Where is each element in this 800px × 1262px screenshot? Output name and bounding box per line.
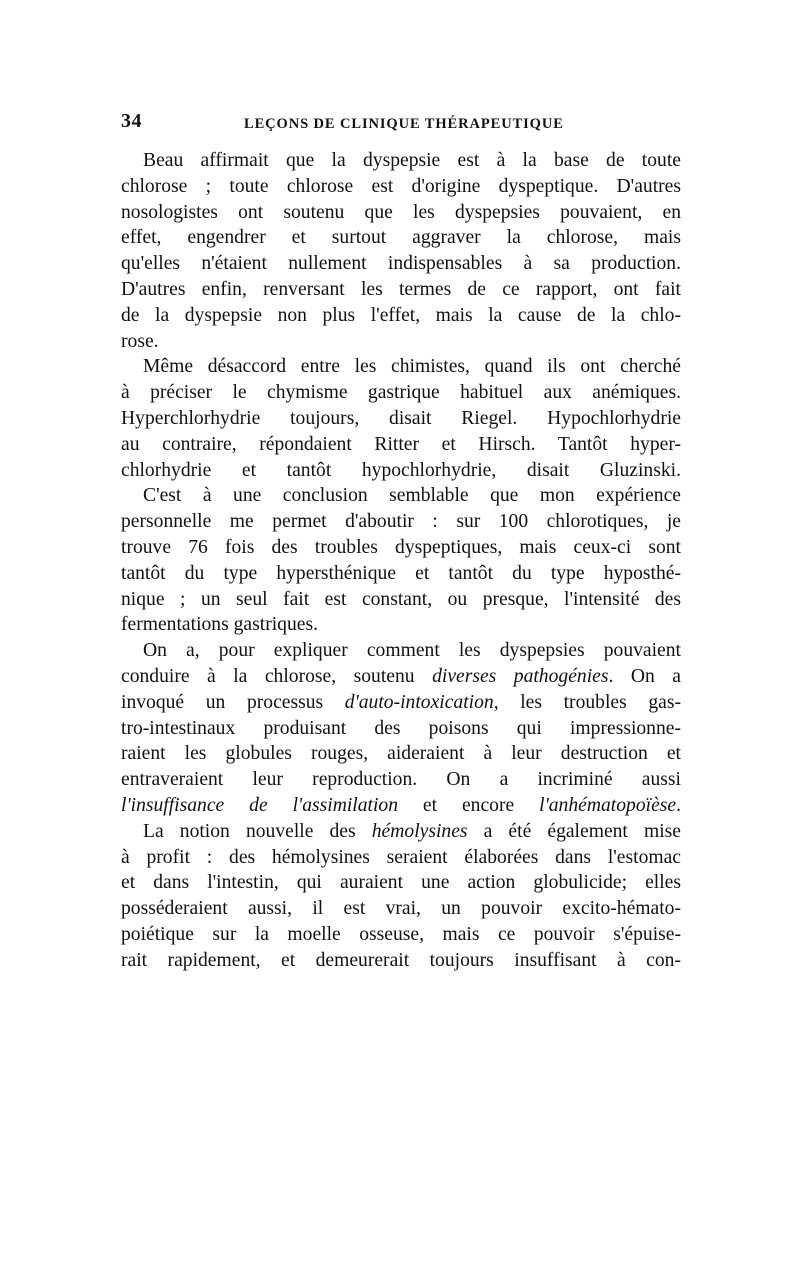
text-line: à profit : des hémolysines seraient élaborées dans l'estomac xyxy=(121,846,681,868)
text-run: , les troubles gas- xyxy=(493,691,681,713)
italic-phrase: hémolysines xyxy=(371,820,468,842)
text-run: et encore xyxy=(398,794,540,816)
text-line xyxy=(121,664,681,690)
text-line: à préciser le chymisme gastrique habituel aux anémiques. xyxy=(121,382,681,404)
text-line xyxy=(121,819,681,845)
italic-phrase: diverses pathogénies xyxy=(432,665,609,687)
text-line: D'autres enfin, renversant les termes de ce rapport, ont fait xyxy=(121,278,681,300)
running-head xyxy=(121,110,681,140)
text-line: Hyperchlorhydrie toujours, disait Riegel. Hypochlorhydrie xyxy=(121,407,681,429)
page-number: 34 xyxy=(121,110,142,132)
text-line: chlorhydrie et tantôt hypochlorhydrie, disait Gluzinski. xyxy=(121,459,681,481)
text-line: C'est à une conclusion semblable que mon expérience xyxy=(143,485,681,507)
text-line: posséderaient aussi, il est vrai, un pouvoir excito-hémato- xyxy=(121,898,681,920)
text-line: nosologistes ont soutenu que les dyspepsies pouvaient, en xyxy=(121,201,681,223)
text-run: a été également mise xyxy=(467,820,681,842)
text-line: raient les globules rouges, aideraient à leur destruction et xyxy=(121,743,681,765)
text-line: poiétique sur la moelle osseuse, mais ce pouvoir s'épuise- xyxy=(121,923,681,945)
text-line: de la dyspepsie non plus l'effet, mais la cause de la chlo- xyxy=(121,304,681,326)
italic-phrase: l'anhématopoïèse xyxy=(539,794,677,816)
text-run: . On a xyxy=(608,665,681,687)
text-line: tro-intestinaux produisant des poisons qui impressionne- xyxy=(121,717,681,739)
running-title: LEÇONS DE CLINIQUE THÉRAPEUTIQUE xyxy=(244,116,564,132)
text-line: tantôt du type hypersthénique et tantôt du type hyposthé- xyxy=(121,562,681,584)
text-run: invoqué un processus xyxy=(121,691,324,713)
text-line: trouve 76 fois des troubles dyspeptiques, mais ceux-ci sont xyxy=(121,536,681,558)
text-line: nique ; un seul fait est constant, ou presque, l'intensité des xyxy=(121,588,681,610)
text-line: personnelle me permet d'aboutir : sur 100 chlorotiques, je xyxy=(121,511,681,533)
text-line xyxy=(121,690,681,716)
text-run: La notion nouvelle des xyxy=(143,820,356,842)
text-run: conduire à la chlorose, soutenu xyxy=(121,665,415,687)
text-line: Même désaccord entre les chimistes, quand ils ont cherché xyxy=(143,356,681,378)
text-line: fermentations gastriques. xyxy=(121,614,318,636)
body-text xyxy=(121,148,681,974)
text-line: et dans l'intestin, qui auraient une action globulicide; elles xyxy=(121,872,681,894)
text-line: au contraire, répondaient Ritter et Hirsch. Tantôt hyper- xyxy=(121,433,681,455)
text-line: effet, engendrer et surtout aggraver la chlorose, mais xyxy=(121,227,681,249)
text-line: qu'elles n'étaient nullement indispensables à sa production. xyxy=(121,253,681,275)
italic-phrase: d'auto-intoxication xyxy=(344,691,494,713)
text-line: On a, pour expliquer comment les dyspepsies pouvaient xyxy=(143,640,681,662)
text-line: entraveraient leur reproduction. On a incriminé aussi xyxy=(121,769,681,791)
text-line xyxy=(121,793,681,819)
text-run: . xyxy=(676,794,681,816)
italic-phrase: l'insuffisance de l'assimilation xyxy=(121,794,399,816)
text-line: Beau affirmait que la dyspepsie est à la base de toute xyxy=(143,150,681,171)
text-line: rose. xyxy=(121,330,159,352)
text-line: chlorose ; toute chlorose est d'origine dyspeptique. D'autres xyxy=(121,175,681,197)
text-line: rait rapidement, et demeurerait toujours insuffisant à con- xyxy=(121,949,681,971)
